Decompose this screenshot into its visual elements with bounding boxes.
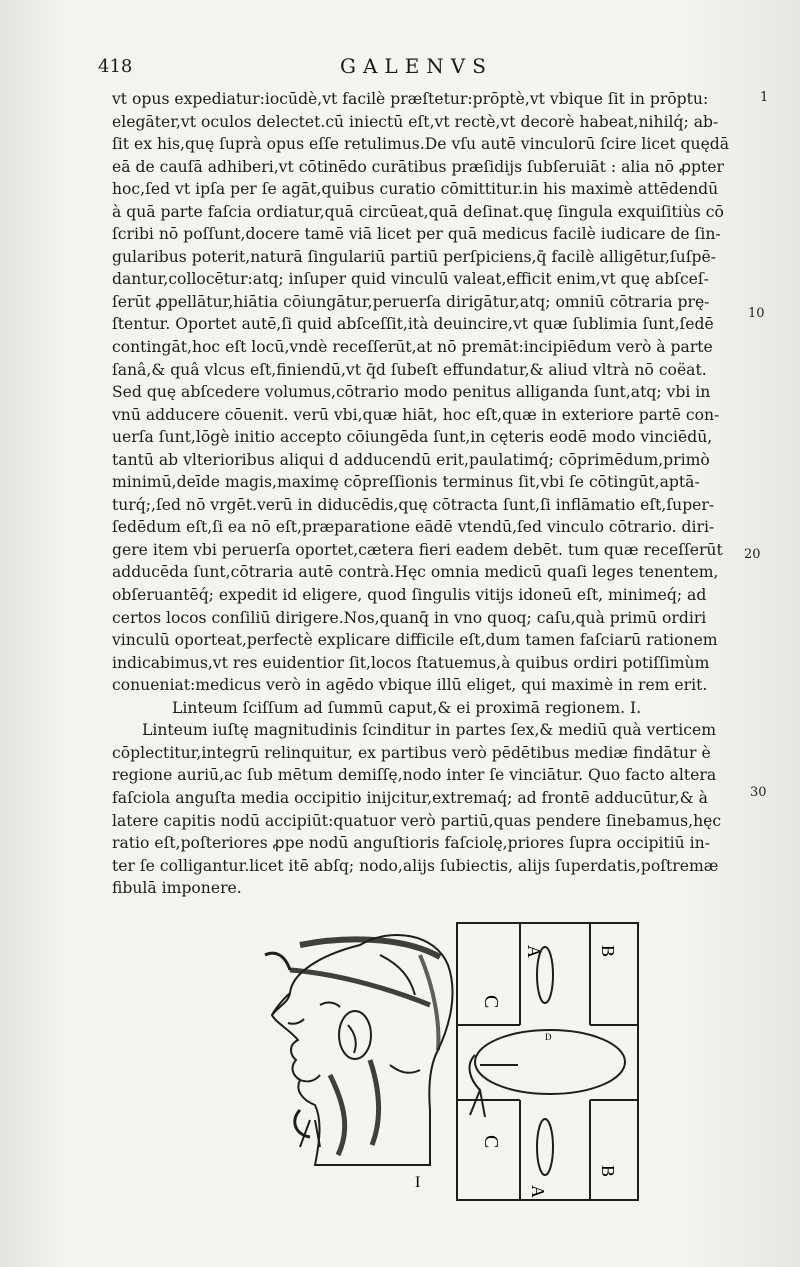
text-line: latere capitis nodū accipiūt:quatuor verò partiū,quas pendere ſinebamus,hęc (112, 811, 722, 830)
text-line: dantur,collocētur:atq; inſuper quid vinculū valeat,efficit enim,vt quę abſceſ- (112, 270, 709, 289)
text-line: hoc,ſed vt ipſa per ſe agāt,quibus curatio cōmittitur.in his maximè attēdendū (112, 180, 719, 199)
text-line: ſtentur. Oportet autē,ſi quid abſceſſit,ità deuincire,vt quæ ſublimia ſunt,ſedē (112, 315, 714, 334)
bandage-illustration (260, 915, 640, 1205)
body-text (112, 88, 740, 900)
text-line: adducēda ſunt,cōtraria autē contrà.Hęc omnia medicū quaſi leges tenentem, (112, 563, 719, 582)
text-line: conueniat:medicus verò in agēdo vbique illū eliget, qui maximè in rem erit. (112, 676, 708, 695)
text-line: fibulā imponere. (112, 879, 242, 898)
margin-line-number: 10 (748, 306, 765, 321)
diagram-label-a: A (524, 945, 544, 958)
margin-line-number: 20 (744, 547, 761, 562)
text-line: turq́;,ſed nō vrgēt.verū in diducēdis,quę cōtracta ſunt,ſi inflāmatio eſt,ſuper- (112, 495, 715, 514)
margin-line-number: 30 (750, 785, 767, 800)
text-line: cōplectitur,integrū relinquitur, ex partibus verò pēdētibus mediæ findātur è (112, 743, 711, 762)
text-line: eā de cauſā adhiberi,vt cōtinēdo curātibus præſidijs ſubſeruiāt : alia nō ꝓpter (112, 157, 724, 176)
text-line: elegāter,vt oculos delectet.cū iniectū eſt,vt rectè,vt decorè habeat,nihilq́; ab- (112, 112, 719, 131)
diagram-label-a: A (528, 1185, 548, 1198)
text-line: indicabimus,vt res euidentior ſit,locos ſtatuemus,à quibus ordiri potiſſimùm (112, 653, 710, 672)
text-line: vinculū oporteat,perfectè explicare difficile eſt,dum tamen faſciarū rationem (112, 631, 718, 650)
page-header (0, 54, 800, 84)
text-line: ter ſe colligantur.licet itē abſq; nodo,alijs ſubiectis, alijs ſuperdatis,poſtremæ (112, 856, 719, 875)
running-title: GALENVS (340, 54, 493, 78)
text-line: gere item vbi peruerſa oportet,cætera fieri eadem debēt. tum quæ receſſerūt (112, 540, 723, 559)
section-heading: Linteum ſciſſum ad ſummū caput,& ei proximā regionem. I. (172, 698, 642, 717)
text-line: faſciola anguſta media occipitio inijcitur,extremaq́; ad frontē adducūtur,& à (112, 788, 708, 807)
text-line: regione auriū,ac ſub mētum demiſſę,nodo inter ſe vinciātur. Quo facto altera (112, 766, 717, 785)
text-line: certos locos conſiliū dirigere.Nos,quanq̄ in vno quoq; caſu,quà primū ordiri (112, 608, 707, 627)
text-line: tantū ab vlterioribus aliqui d adducendū erit,paulatimq́; cōprimēdum,primò (112, 450, 710, 469)
head-profile-drawing (265, 935, 453, 1165)
diagram-label-d: D (545, 1032, 552, 1042)
text-line: ſerūt ꝓpellātur,hiātia cōiungātur,peruerſa dirigātur,atq; omniū cōtraria prę- (112, 292, 710, 311)
text-line: ſit ex his,quę ſuprà opus eſſe retulimus.De vſu autē vinculorū ſcire licet quędā (112, 135, 730, 154)
text-line: ratio eſt,poſteriores ꝓpe nodū anguſtioris faſciolę,priores ſupra occipitiū in- (112, 834, 710, 853)
text-line: ſedēdum eſt,ſi ea nō eſt,præparatione eādē vtendū,ſed vinculo cōtrario. diri- (112, 518, 715, 537)
margin-line-number: 1 (760, 90, 769, 105)
diagram-label-c: C (480, 1135, 502, 1149)
text-line: ſcribi nō poſſunt,docere tamē viā licet per quā medicus facilè iudicare de ſin- (112, 225, 721, 244)
text-line: minimū,deīde magis,maximę cōpreſſionis terminus ſit,vbi ſe cōtingūt,aptā- (112, 473, 700, 492)
text-line: vt opus expediatur:iocūdè,vt facilè præſtetur:prōptè,vt vbique ſit in prōptu: (112, 90, 709, 108)
text-line: obſeruantēq́; expedit id eligere, quod ſingulis vitijs idoneū eſt, minimeq́; ad (112, 586, 707, 605)
diagram-label-b: B (598, 945, 618, 958)
text-line: contingāt,hoc eſt locū,vndè receſſerūt,at nō premāt:incipiēdum verò à parte (112, 338, 713, 357)
text-line: à quā parte faſcia ordiatur,quā circūeat,quā deſinat.quę ſingula exquiſitiùs cō (112, 202, 724, 221)
figure-number: I (415, 1174, 421, 1191)
woodcut-figure (260, 915, 640, 1205)
text-line: Linteum iuſtę magnitudinis ſcinditur in partes ſex,& mediū quà verticem (142, 721, 717, 740)
diagram-label-c: C (480, 995, 502, 1009)
text-line: ſanâ,& quâ vlcus eſt,finiendū,vt q̄d ſubeſt effundatur,& aliud vltrà nō coëat. (112, 360, 707, 379)
text-line: Sed quę abſcedere volumus,cōtrario modo penitus alliganda ſunt,atq; vbi in (112, 383, 711, 402)
text-line: gularibus poterit,naturā ſingulariū partiū perſpiciens,q̄ facilè alligētur,ſuſpē- (112, 247, 716, 266)
text-line: uerſa ſunt,lōgè initio accepto cōiungēda ſunt,in cęteris eodē modo vinciēdū, (112, 428, 713, 447)
diagram-label-b: B (598, 1165, 618, 1178)
page-number: 418 (98, 56, 133, 77)
bandage-pattern-diagram (457, 923, 638, 1200)
text-line: vnū adducere cōuenit. verū vbi,quæ hiāt, hoc eſt,quæ in exteriore partē con- (112, 405, 720, 424)
